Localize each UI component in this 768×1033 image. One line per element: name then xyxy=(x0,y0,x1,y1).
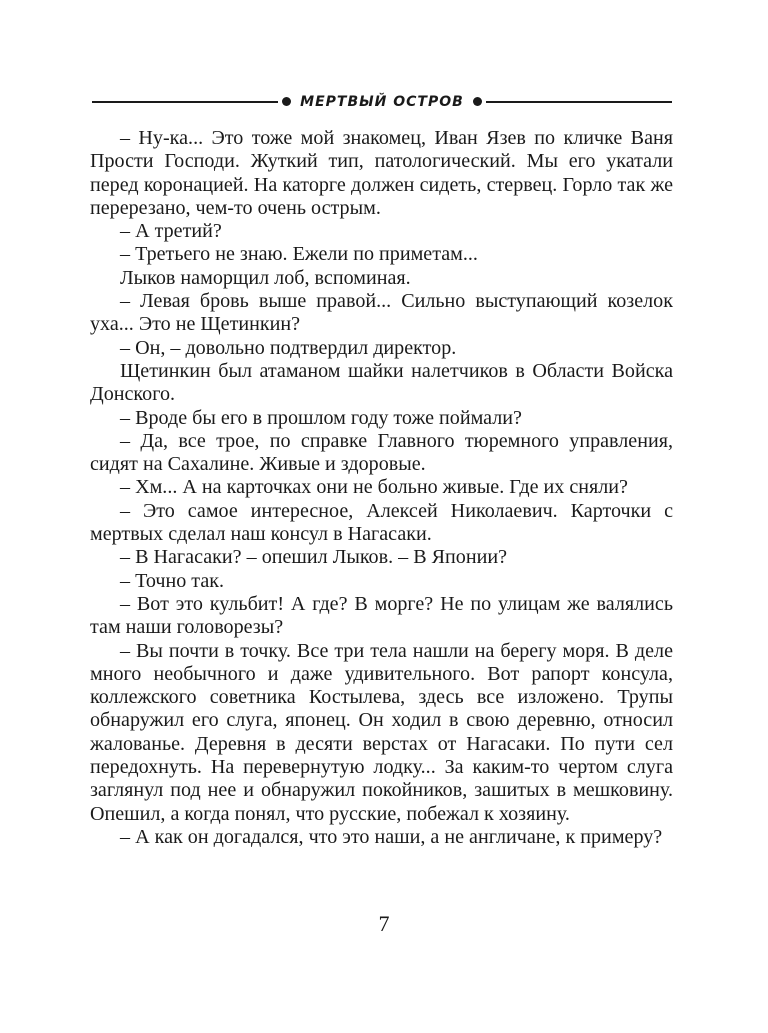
paragraph: – А третий? xyxy=(120,220,222,243)
header-bullet-right xyxy=(473,97,482,106)
paragraph: – А как он догадался, что это наши, а не англичане, к примеру? xyxy=(120,825,663,848)
paragraph: – Хм... А на карточках они не больно живые. Где их сняли? xyxy=(120,476,628,499)
paragraph: – Вы почти в точку. Все три тела нашли на берегу моря. В деле много необычного и даже удивительного. Вот рапорт консула, коллежского советника Костылева, здесь все изложено. Трупы обнаружил его слуга, японец. Он ходил в свою деревню, относил жалованье. Деревня в десяти верстах от Нагасаки. По пути сел передохнуть. На перевернутую лодку... За каким-то чертом слуга заглянул под нее и обнаружил покойников, зашитых в мешковину. Опешил, а когда понял, что русские, побежал к хозяину. xyxy=(90,639,673,825)
paragraph: Лыков наморщил лоб, вспоминая. xyxy=(120,266,411,289)
paragraph: – Да, все трое, по справке Главного тюремного управления, сидят на Сахалине. Живые и здоровые. xyxy=(90,429,673,476)
paragraph: – Вроде бы его в прошлом году тоже поймали? xyxy=(120,406,522,429)
header-bullet-left xyxy=(282,97,291,106)
paragraph: – Точно так. xyxy=(120,569,225,592)
paragraph: – Это самое интересное, Алексей Николаевич. Карточки с мертвых сделал наш консул в Нагасаки. xyxy=(90,499,673,546)
paragraph: – В Нагасаки? – опешил Лыков. – В Японии? xyxy=(120,546,508,569)
paragraph: – Вот это кульбит! А где? В морге? Не по улицам же валялись там наши головорезы? xyxy=(90,592,673,639)
running-header xyxy=(92,89,672,115)
paragraph: – Левая бровь выше правой... Сильно выступающий козелок уха... Это не Щетинкин? xyxy=(90,290,673,336)
header-rule-left xyxy=(92,101,278,103)
body-text xyxy=(90,127,673,849)
header-rule-right xyxy=(486,101,672,103)
page-number: 7 xyxy=(378,911,390,936)
paragraph: Щетинкин был атаманом шайки налетчиков в Области Войска Донского. xyxy=(90,359,673,406)
running-title: МЕРТВЫЙ ОСТРОВ xyxy=(300,94,464,110)
paragraph: – Он, – довольно подтвердил директор. xyxy=(120,336,457,359)
paragraph: – Ну-ка... Это тоже мой знакомец, Иван Язев по кличке Ваня Прости Господи. Жуткий тип, патологический. Мы его укатали перед коронацией. На каторге должен сидеть, стервец. Горло так же перерезано, чем-то очень острым. xyxy=(90,127,673,219)
paragraph: – Третьего не знаю. Ежели по приметам... xyxy=(120,243,478,266)
